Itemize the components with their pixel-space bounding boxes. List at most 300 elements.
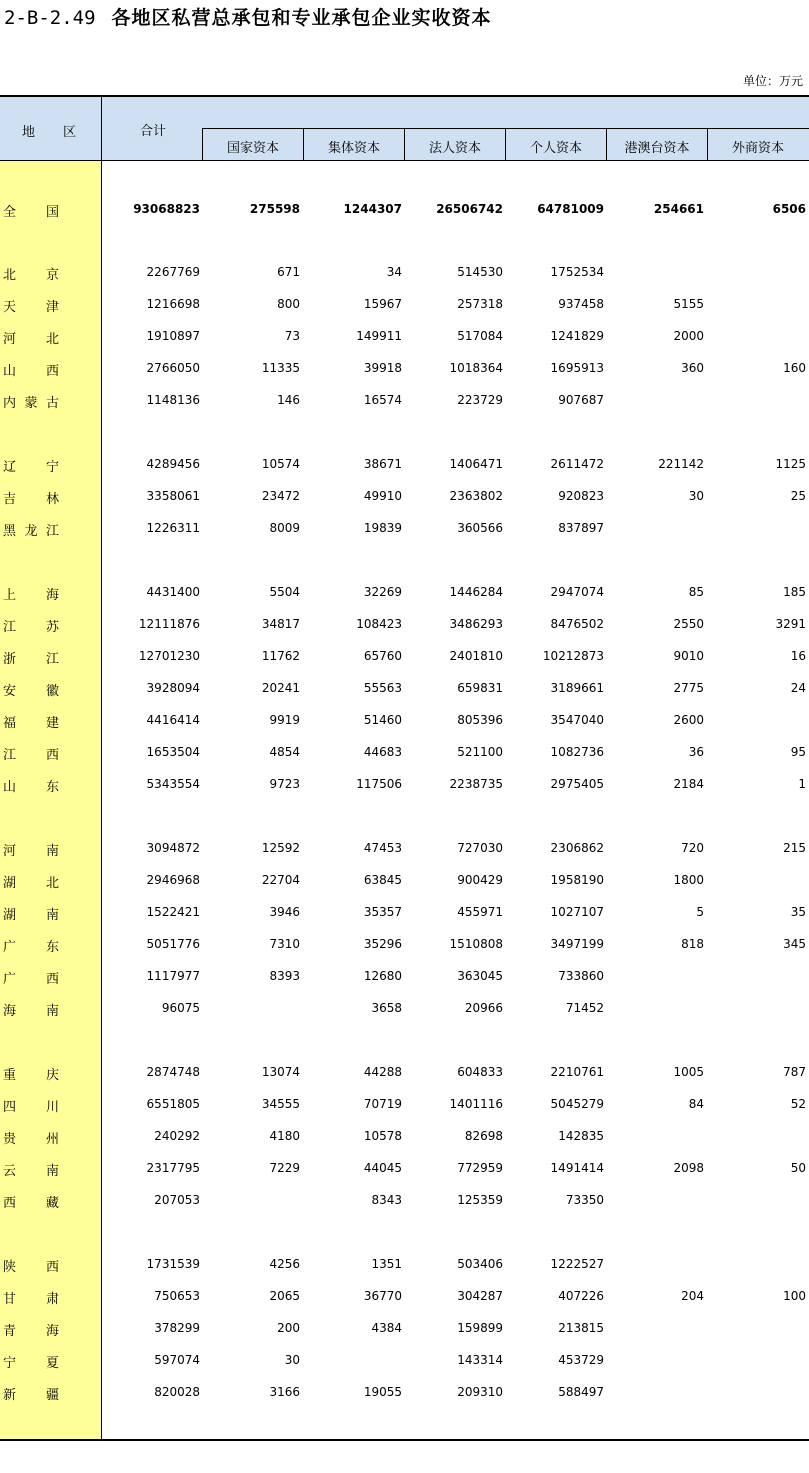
table-cell: 8476502	[550, 617, 604, 631]
table-cell: 25	[790, 489, 806, 503]
table-row	[0, 646, 809, 666]
table-row	[0, 998, 809, 1018]
table-cell: 2975405	[550, 777, 604, 791]
table-cell: 1005	[673, 1065, 704, 1079]
region-name-char: 江	[45, 652, 59, 667]
region-name-char: 江	[3, 620, 17, 635]
region-name	[3, 1096, 59, 1115]
table-cell: 1510808	[449, 937, 503, 951]
table-cell: 47453	[363, 841, 402, 855]
region-name-char: 河	[3, 332, 17, 347]
region-name-char: 福	[3, 716, 17, 731]
table-cell: 257318	[457, 297, 503, 311]
table-cell: 2775	[673, 681, 704, 695]
table-cell: 345	[783, 937, 806, 951]
region-name	[3, 328, 59, 347]
table-row	[0, 1062, 809, 1082]
table-cell: 26506742	[436, 202, 503, 216]
table-cell: 1910897	[146, 329, 200, 343]
table-row	[0, 1318, 809, 1338]
unit-label: 单位：万元	[742, 74, 803, 88]
table-cell: 503406	[457, 1257, 503, 1271]
region-name-char: 河	[3, 844, 17, 859]
region-name	[3, 488, 59, 507]
header-region-char: 区	[63, 125, 77, 140]
table-cell: 3547040	[550, 713, 604, 727]
table-cell: 12111876	[138, 617, 200, 631]
table-cell: 185	[783, 585, 806, 599]
region-name-char: 南	[45, 1004, 59, 1019]
region-name	[3, 1128, 59, 1147]
table-cell: 1695913	[550, 361, 604, 375]
table-cell: 221142	[658, 457, 704, 471]
table-cell: 7229	[269, 1161, 300, 1175]
table-cell: 1446284	[449, 585, 503, 599]
table-cell: 9010	[673, 649, 704, 663]
table-cell: 34	[386, 265, 402, 279]
table-cell: 2184	[673, 777, 704, 791]
table-cell: 3928094	[146, 681, 200, 695]
table-cell: 3094872	[146, 841, 200, 855]
table-cell: 6506	[772, 202, 806, 216]
region-name-char: 林	[45, 492, 59, 507]
table-row	[0, 966, 809, 986]
table-row	[0, 294, 809, 314]
region-name-char: 南	[45, 844, 59, 859]
table-cell: 1216698	[146, 297, 200, 311]
table-cell: 30	[284, 1353, 300, 1367]
table-cell: 5504	[269, 585, 300, 599]
region-name	[3, 1384, 59, 1403]
table-cell: 2550	[673, 617, 704, 631]
region-name	[3, 1064, 59, 1083]
region-name-char: 新	[3, 1388, 17, 1403]
table-cell: 1027107	[550, 905, 604, 919]
table-row	[0, 678, 809, 698]
region-name-char: 江	[45, 524, 59, 539]
region-name	[3, 296, 59, 315]
table-cell: 1491414	[550, 1161, 604, 1175]
table-cell: 125359	[457, 1193, 503, 1207]
table-cell: 16	[790, 649, 806, 663]
region-name-char: 黑	[3, 524, 17, 539]
table-cell: 733860	[558, 969, 604, 983]
table-row	[0, 390, 809, 410]
table-row	[0, 582, 809, 602]
table-cell: 304287	[457, 1289, 503, 1303]
table-cell: 455971	[457, 905, 503, 919]
table-cell: 2098	[673, 1161, 704, 1175]
table-cell: 20966	[464, 1001, 503, 1015]
table-cell: 13074	[261, 1065, 300, 1079]
region-name-char: 川	[45, 1100, 59, 1115]
table-cell: 3658	[371, 1001, 402, 1015]
table-cell: 2306862	[550, 841, 604, 855]
table-cell: 750653	[154, 1289, 200, 1303]
region-name	[3, 1000, 59, 1019]
region-name-char: 宁	[3, 1356, 17, 1371]
table-cell: 55563	[363, 681, 402, 695]
table-cell: 2317795	[146, 1161, 200, 1175]
table-cell: 215	[783, 841, 806, 855]
table-cell: 597074	[154, 1353, 200, 1367]
region-name-char: 江	[3, 748, 17, 763]
table-cell: 96075	[161, 1001, 200, 1015]
table-cell: 117506	[356, 777, 402, 791]
table-row	[0, 710, 809, 730]
table-cell: 93068823	[133, 202, 200, 216]
table-cell: 1244307	[343, 202, 402, 216]
table-cell: 360	[681, 361, 704, 375]
region-name-char: 藏	[45, 1196, 59, 1211]
table-cell: 360566	[457, 521, 503, 535]
table-cell: 71452	[565, 1001, 604, 1015]
table-cell: 10574	[261, 457, 300, 471]
region-name-char: 南	[45, 908, 59, 923]
header-legal-person: 法人资本	[428, 141, 481, 156]
region-name-char: 疆	[45, 1388, 59, 1403]
table-cell: 70719	[363, 1097, 402, 1111]
table-cell: 8343	[371, 1193, 402, 1207]
table-cell: 32269	[363, 585, 402, 599]
top-rule	[0, 95, 809, 97]
table-cell: 204	[681, 1289, 704, 1303]
header-state: 国家资本	[226, 141, 279, 156]
table-cell: 1800	[673, 873, 704, 887]
table-cell: 142835	[558, 1129, 604, 1143]
table-cell: 727030	[457, 841, 503, 855]
table-cell: 63845	[363, 873, 402, 887]
region-name	[3, 392, 59, 411]
table-cell: 100	[783, 1289, 806, 1303]
region-name-char: 全	[3, 205, 17, 220]
table-cell: 517084	[457, 329, 503, 343]
region-name-char: 北	[45, 332, 59, 347]
table-cell: 44288	[363, 1065, 402, 1079]
region-name-char: 北	[3, 268, 17, 283]
table-cell: 588497	[558, 1385, 604, 1399]
region-name	[3, 1352, 59, 1371]
table-cell: 3946	[269, 905, 300, 919]
header-region	[22, 121, 76, 140]
table-row	[0, 326, 809, 346]
table-row	[0, 1286, 809, 1306]
table-cell: 73350	[565, 1193, 604, 1207]
table-cell: 85	[688, 585, 704, 599]
table-cell: 10212873	[542, 649, 604, 663]
table-cell: 2600	[673, 713, 704, 727]
table-row	[0, 1190, 809, 1210]
table-cell: 7310	[269, 937, 300, 951]
table-cell: 378299	[154, 1321, 200, 1335]
table-row	[0, 902, 809, 922]
region-name	[3, 616, 59, 635]
table-row	[0, 358, 809, 378]
header-hmt: 港澳台资本	[624, 141, 690, 156]
region-name	[3, 1288, 59, 1307]
table-cell: 1226311	[146, 521, 200, 535]
table-cell: 937458	[558, 297, 604, 311]
table-cell: 82698	[464, 1129, 503, 1143]
region-name-char: 四	[3, 1100, 17, 1115]
table-cell: 39918	[363, 361, 402, 375]
region-name	[3, 264, 59, 283]
region-name-char: 国	[45, 205, 59, 220]
table-cell: 9723	[269, 777, 300, 791]
table-cell: 2238735	[449, 777, 503, 791]
region-name-char: 甘	[3, 1292, 17, 1307]
region-name	[3, 840, 59, 859]
table-cell: 95	[790, 745, 806, 759]
table-title: 各地区私营总承包和专业承包企业实收资本	[111, 7, 492, 29]
table-row	[0, 454, 809, 474]
region-name-char: 东	[45, 940, 59, 955]
region-name-char: 西	[45, 972, 59, 987]
table-row	[0, 614, 809, 634]
table-cell: 4289456	[146, 457, 200, 471]
table-cell: 24	[790, 681, 806, 695]
region-name-char: 山	[3, 364, 17, 379]
table-cell: 1125	[775, 457, 806, 471]
table-cell: 8393	[269, 969, 300, 983]
table-row	[0, 1094, 809, 1114]
table-cell: 36770	[363, 1289, 402, 1303]
region-name-char: 西	[45, 1260, 59, 1275]
region-name-char: 云	[3, 1164, 17, 1179]
table-cell: 35357	[363, 905, 402, 919]
region-name-char: 苏	[45, 620, 59, 635]
table-cell: 837897	[558, 521, 604, 535]
table-cell: 671	[277, 265, 300, 279]
table-cell: 2363802	[449, 489, 503, 503]
table-cell: 818	[681, 937, 704, 951]
region-name	[3, 456, 59, 475]
table-cell: 30	[688, 489, 704, 503]
table-cell: 65760	[363, 649, 402, 663]
table-cell: 12592	[261, 841, 300, 855]
table-cell: 51460	[363, 713, 402, 727]
table-cell: 1222527	[550, 1257, 604, 1271]
region-name-char: 浙	[3, 652, 17, 667]
header-individual: 个人资本	[529, 141, 582, 156]
table-cell: 1	[798, 777, 806, 791]
table-cell: 22704	[261, 873, 300, 887]
table-cell: 19055	[363, 1385, 402, 1399]
table-cell: 36	[688, 745, 704, 759]
table-cell: 772959	[457, 1161, 503, 1175]
region-name	[3, 201, 59, 220]
region-column-background	[0, 161, 101, 1439]
region-name	[3, 1320, 59, 1339]
region-name-char: 蒙	[24, 396, 38, 411]
region-name-char: 京	[45, 268, 59, 283]
region-name-char: 津	[45, 300, 59, 315]
table-cell: 11335	[261, 361, 300, 375]
region-name	[3, 360, 59, 379]
table-cell: 1401116	[449, 1097, 503, 1111]
region-name	[3, 712, 59, 731]
table-cell: 15967	[363, 297, 402, 311]
region-name-char: 陕	[3, 1260, 17, 1275]
table-cell: 907687	[558, 393, 604, 407]
table-cell: 49910	[363, 489, 402, 503]
table-cell: 4854	[269, 745, 300, 759]
header-rule	[0, 160, 809, 161]
region-name-char: 夏	[45, 1356, 59, 1371]
region-name-char: 西	[45, 748, 59, 763]
table-cell: 9919	[269, 713, 300, 727]
table-cell: 5051776	[146, 937, 200, 951]
table-cell: 1351	[371, 1257, 402, 1271]
region-name-char: 上	[3, 588, 17, 603]
table-row	[0, 774, 809, 794]
table-cell: 4431400	[146, 585, 200, 599]
table-cell: 160	[783, 361, 806, 375]
table-cell: 5045279	[550, 1097, 604, 1111]
table-cell: 1148136	[146, 393, 200, 407]
table-cell: 4384	[371, 1321, 402, 1335]
table-cell: 820028	[154, 1385, 200, 1399]
table-cell: 275598	[249, 202, 300, 216]
table-cell: 407226	[558, 1289, 604, 1303]
region-name	[3, 1160, 59, 1179]
table-cell: 2766050	[146, 361, 200, 375]
bottom-rule	[0, 1439, 809, 1441]
table-cell: 2946968	[146, 873, 200, 887]
table-cell: 207053	[154, 1193, 200, 1207]
table-cell: 5343554	[146, 777, 200, 791]
table-cell: 34817	[261, 617, 300, 631]
table-cell: 16574	[363, 393, 402, 407]
table-cell: 805396	[457, 713, 503, 727]
table-row	[0, 838, 809, 858]
table-cell: 1958190	[550, 873, 604, 887]
table-cell: 35296	[363, 937, 402, 951]
table-cell: 8009	[269, 521, 300, 535]
region-name	[3, 744, 59, 763]
table-cell: 20241	[261, 681, 300, 695]
table-cell: 3486293	[449, 617, 503, 631]
table-cell: 12680	[363, 969, 402, 983]
region-name-char: 广	[3, 972, 17, 987]
region-name-char: 内	[3, 396, 17, 411]
region-name	[3, 520, 59, 539]
region-name	[3, 872, 59, 891]
table-row	[0, 1158, 809, 1178]
region-name-char: 重	[3, 1068, 17, 1083]
table-cell: 920823	[558, 489, 604, 503]
table-cell: 84	[688, 1097, 704, 1111]
table-row	[0, 1350, 809, 1370]
region-name-char: 天	[3, 300, 17, 315]
table-cell: 149911	[356, 329, 402, 343]
table-cell: 604833	[457, 1065, 503, 1079]
region-name-char: 山	[3, 780, 17, 795]
table-cell: 1522421	[146, 905, 200, 919]
table-cell: 4416414	[146, 713, 200, 727]
table-cell: 720	[681, 841, 704, 855]
region-name-char: 西	[3, 1196, 17, 1211]
table-cell: 3497199	[550, 937, 604, 951]
table-cell: 5	[696, 905, 704, 919]
region-name-char: 肃	[45, 1292, 59, 1307]
region-name-char: 海	[45, 588, 59, 603]
table-row	[0, 262, 809, 282]
table-row	[0, 486, 809, 506]
table-cell: 1406471	[449, 457, 503, 471]
table-cell: 787	[783, 1065, 806, 1079]
page-title	[4, 6, 492, 30]
region-name-char: 海	[45, 1324, 59, 1339]
table-row	[0, 1254, 809, 1274]
region-name	[3, 1192, 59, 1211]
table-cell: 1082736	[550, 745, 604, 759]
region-name-char: 吉	[3, 492, 17, 507]
region-name-char: 海	[3, 1004, 17, 1019]
table-row	[0, 1382, 809, 1402]
table-cell: 1117977	[146, 969, 200, 983]
region-name-char: 湖	[3, 876, 17, 891]
table-cell: 1241829	[550, 329, 604, 343]
table-cell: 6551805	[146, 1097, 200, 1111]
header-collective: 集体资本	[327, 141, 380, 156]
region-name-char: 庆	[45, 1068, 59, 1083]
table-row	[0, 518, 809, 538]
table-cell: 5155	[673, 297, 704, 311]
region-name-char: 青	[3, 1324, 17, 1339]
table-code: 2-B-2.49	[4, 7, 96, 29]
table-cell: 19839	[363, 521, 402, 535]
table-cell: 38671	[363, 457, 402, 471]
table-cell: 209310	[457, 1385, 503, 1399]
table-row	[0, 199, 809, 219]
table-cell: 4256	[269, 1257, 300, 1271]
region-name-char: 州	[45, 1132, 59, 1147]
region-name-char: 贵	[3, 1132, 17, 1147]
region-name	[3, 584, 59, 603]
region-name-char: 徽	[45, 684, 59, 699]
table-cell: 2401810	[449, 649, 503, 663]
region-name	[3, 1256, 59, 1275]
table-cell: 2611472	[550, 457, 604, 471]
table-cell: 1731539	[146, 1257, 200, 1271]
header-region-char: 地	[22, 125, 36, 140]
table-cell: 11762	[261, 649, 300, 663]
region-name-char: 东	[45, 780, 59, 795]
table-cell: 240292	[154, 1129, 200, 1143]
table-row	[0, 742, 809, 762]
region-name-char: 广	[3, 940, 17, 955]
table-cell: 73	[284, 329, 300, 343]
table-cell: 1752534	[550, 265, 604, 279]
table-cell: 2267769	[146, 265, 200, 279]
region-name-char: 安	[3, 684, 17, 699]
region-name-char: 古	[45, 396, 59, 411]
table-cell: 159899	[457, 1321, 503, 1335]
table-row	[0, 934, 809, 954]
table-cell: 44683	[363, 745, 402, 759]
table-cell: 52	[790, 1097, 806, 1111]
region-name	[3, 680, 59, 699]
table-cell: 2874748	[146, 1065, 200, 1079]
table-cell: 659831	[457, 681, 503, 695]
table-cell: 514530	[457, 265, 503, 279]
table-row	[0, 1126, 809, 1146]
table-cell: 223729	[457, 393, 503, 407]
table-cell: 900429	[457, 873, 503, 887]
region-name	[3, 904, 59, 923]
table-cell: 453729	[558, 1353, 604, 1367]
